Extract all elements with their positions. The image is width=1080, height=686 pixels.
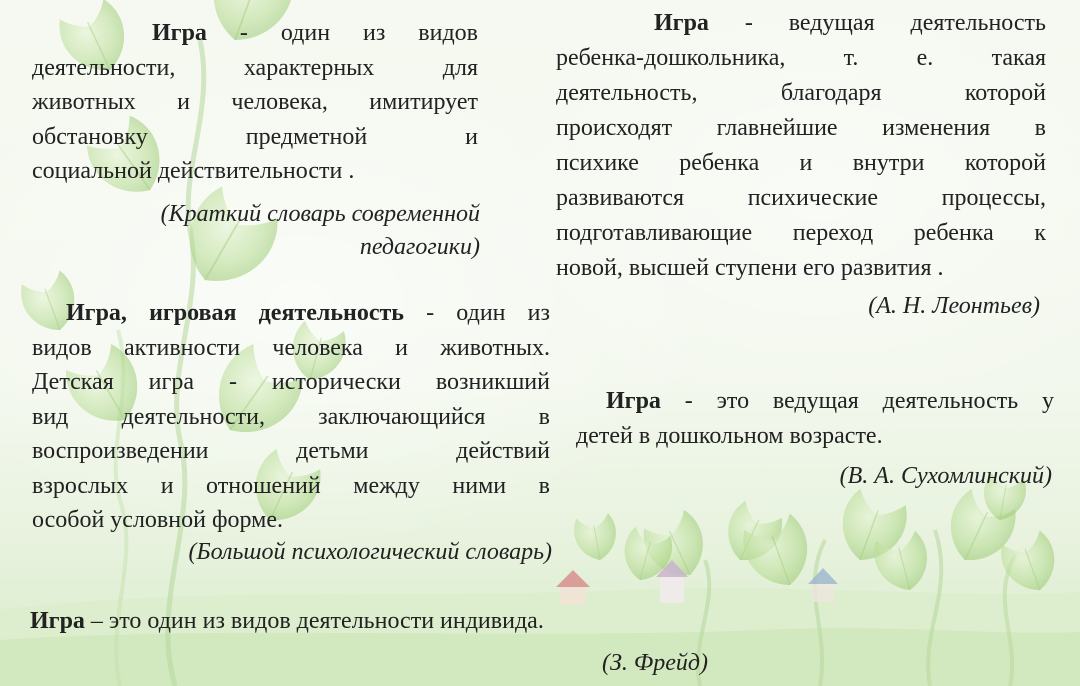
quote-source-line: (Краткий словарь современной [160, 201, 480, 227]
quote-line: воспроизведении детьми действий [32, 438, 550, 464]
quote-line: особой условной форме. [32, 507, 283, 533]
quote-line: происходят главнейшие изменения в [556, 115, 1046, 141]
quote-source-line: (А. Н. Леонтьев) [868, 293, 1040, 319]
quote-first-line: Игра - это ведущая деятельность у [606, 388, 1054, 414]
quote-term: Игра [654, 10, 709, 36]
quote-source-sukhomlinsky [576, 460, 1052, 493]
quote-line: обстановку предметной и [32, 123, 478, 150]
quote-first-line: Игра – это один из видов деятельности индивида. [30, 608, 544, 634]
quote-line: психике ребенка и внутри которой [556, 150, 1046, 176]
quote-source-line: (В. А. Сухомлинский) [839, 463, 1052, 489]
quote-line: видов активности человека и животных. [32, 334, 550, 361]
quote-line: ребенка-дошкольника, т. е. такая [556, 45, 1046, 71]
quote-block-freud [30, 604, 670, 639]
quote-line: детей в дошкольном возрасте. [576, 422, 883, 449]
quote-line: развиваются психические процессы, [556, 185, 1046, 211]
quote-first-line: Игра - один из видов [152, 20, 478, 46]
quote-term: Игра [152, 20, 207, 46]
quote-block-leontiev [556, 6, 1046, 286]
quote-first-line: Игра - ведущая деятельность [654, 10, 1046, 36]
quote-line: животных и человека, имитирует [32, 89, 478, 115]
quote-term: Игра, игровая деятельность [66, 300, 404, 326]
quote-line: подготавливающие переход ребенка к [556, 220, 1046, 246]
quote-block-dictionary [32, 16, 478, 189]
quote-block-psych-dictionary [32, 296, 550, 538]
quote-term: Игра [606, 388, 661, 414]
quote-line: деятельности, характерных для [32, 54, 478, 81]
quote-source-freud [500, 647, 708, 680]
quote-line: деятельность, благодаря которой [556, 80, 1046, 106]
quote-source-line: педагогики) [359, 234, 480, 260]
quote-source-line: (Большой психологический словарь) [188, 539, 552, 565]
quote-block-sukhomlinsky [576, 384, 1054, 453]
quote-source-psych-dictionary [32, 536, 552, 569]
quote-line: новой, высшей ступени его развития . [556, 255, 944, 281]
quote-line: взрослых и отношений между ними в [32, 472, 550, 499]
quote-source-leontiev [556, 290, 1040, 323]
quote-line: Детская игра - исторически возникший [32, 369, 550, 395]
quote-source-dictionary [32, 198, 480, 264]
quote-source-line: (З. Фрейд) [602, 650, 708, 676]
quote-line: вид деятельности, заключающийся в [32, 403, 550, 430]
quote-line: социальной действительности . [32, 158, 355, 184]
quote-term: Игра [30, 608, 85, 634]
quote-first-line: Игра, игровая деятельность - один из [66, 300, 551, 326]
